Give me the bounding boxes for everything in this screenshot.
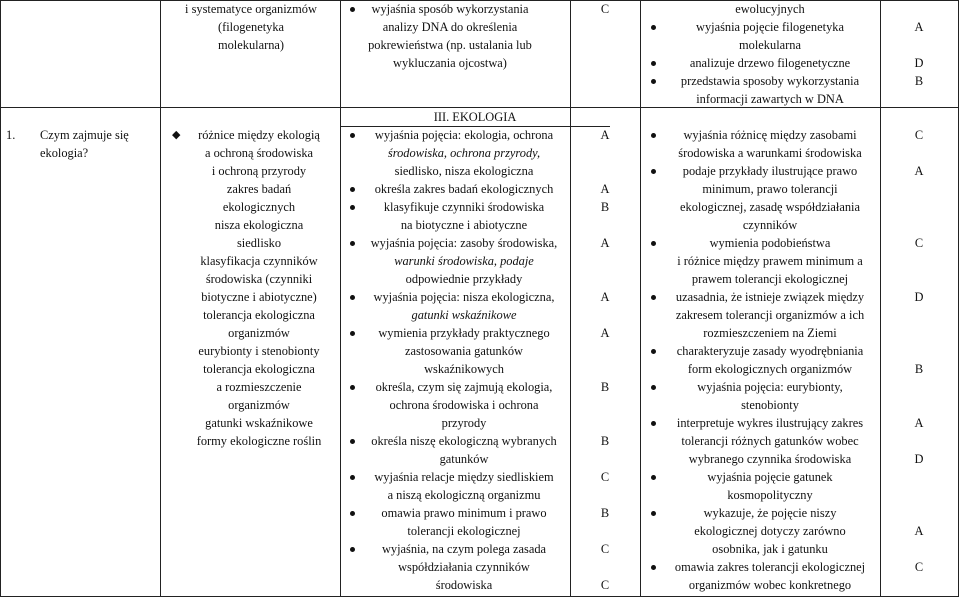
content-line: biotyczne i abiotyczne)	[201, 290, 317, 304]
content-line: i systematyce organizmów	[185, 2, 317, 16]
requirement-line: środowiska, ochrona przyrody,	[387, 146, 541, 160]
requirement-level: A	[914, 164, 924, 178]
bullet-icon	[350, 295, 355, 300]
requirement-level: C	[914, 560, 924, 574]
requirement-level: C	[600, 470, 610, 484]
extended-requirements	[662, 126, 878, 594]
content-line: środowiska (czynniki	[205, 272, 313, 286]
content-line: a ochroną środowiska	[204, 146, 314, 160]
content-list	[182, 126, 336, 450]
requirement-line: wyjaśnia relacje między siedliskiem	[374, 470, 554, 484]
bullet-icon	[350, 205, 355, 210]
requirement-level: B	[914, 362, 924, 376]
bullet-icon	[350, 439, 355, 444]
bullet-icon	[651, 385, 656, 390]
requirement-line: analizuje drzewo filogenetyczne	[689, 56, 851, 70]
requirement-line: siedlisko, nisza ekologiczna	[394, 164, 534, 178]
content-line: nisza ekologiczna	[214, 218, 304, 232]
requirement-level: A	[914, 416, 924, 430]
requirement-line: wyjaśnia pojęcie filogenetyka	[696, 20, 844, 34]
requirement-level: C	[600, 578, 610, 592]
requirement-line: wskaźnikowych	[424, 362, 504, 376]
requirement-line: tolerancji różnych gatunków wobec	[681, 434, 859, 448]
bullet-icon	[350, 331, 355, 336]
content-line: gatunki wskaźnikowe	[205, 416, 313, 430]
bullet-icon	[350, 511, 355, 516]
requirement-line: środowiska	[435, 578, 493, 592]
content-line: (filogenetyka	[217, 20, 285, 34]
content-line: eurybionty i stenobionty	[198, 344, 320, 358]
requirement-line: prawem tolerancji ekologicznej	[691, 272, 849, 286]
requirement-level: A	[914, 524, 924, 538]
requirement-level: A	[600, 290, 610, 304]
requirement-line: organizmów wobec konkretnego	[688, 578, 852, 592]
requirement-line: wyjaśnia, na czym polega zasada	[381, 542, 547, 556]
bullet-icon	[350, 385, 355, 390]
col-divider-5	[880, 0, 881, 597]
content-line: tolerancja ekologiczna	[203, 362, 315, 376]
requirement-line: wybranego czynnika środowiska	[688, 452, 852, 466]
bullet-icon	[651, 511, 656, 516]
extended-requirements-top	[662, 0, 878, 108]
section-header: III. EKOLOGIA	[433, 110, 517, 124]
bullet-icon	[651, 61, 656, 66]
content-line: molekularna)	[217, 38, 285, 52]
requirement-line: określa zakres badań ekologicznych	[374, 182, 554, 196]
requirement-line: zastosowania gatunków	[404, 344, 524, 358]
col-divider-2	[340, 0, 341, 597]
bullet-icon	[651, 79, 656, 84]
requirement-line: uzasadnia, że istnieje związek między	[675, 290, 865, 304]
content-top	[166, 0, 336, 54]
requirement-line: określa, czym się zajmują ekologia,	[375, 380, 553, 394]
table-left-border	[0, 0, 1, 597]
content-line: klasyfikacja czynników	[200, 254, 318, 268]
bullet-icon	[651, 169, 656, 174]
basic-requirements	[360, 126, 568, 594]
requirement-line: tolerancji ekologicznej	[407, 524, 521, 538]
content-bullet-icon: ◆	[172, 129, 181, 141]
content-line: formy ekologiczne roślin	[196, 434, 322, 448]
requirement-line: interpretuje wykres ilustrujący zakres	[676, 416, 864, 430]
bullet-icon	[651, 133, 656, 138]
col-divider-4	[640, 0, 641, 597]
requirement-level: B	[600, 380, 610, 394]
requirement-line: ekologicznej dotyczy zarówno	[694, 524, 846, 538]
bullet-icon	[350, 547, 355, 552]
requirement-line: zakresem tolerancji organizmów a ich	[675, 308, 865, 322]
requirement-line: charakteryzuje zasady wyodrębniania	[676, 344, 864, 358]
requirement-level: B	[600, 506, 610, 520]
requirement-line: podaje przykłady ilustrujące prawo	[682, 164, 858, 178]
requirement-line: informacji zawartych w DNA	[696, 92, 844, 106]
content-line: i ochroną przyrody	[211, 164, 307, 178]
requirement-level: B	[600, 200, 610, 214]
requirement-level: A	[600, 182, 610, 196]
requirement-line: wykazuje, że pojęcie niszy	[703, 506, 837, 520]
requirement-line: wyjaśnia pojęcia: ekologia, ochrona	[374, 128, 554, 142]
col-divider-1	[160, 0, 161, 597]
requirement-level: B	[600, 434, 610, 448]
bullet-icon	[651, 241, 656, 246]
requirement-line: środowiska a warunkami środowiska	[678, 146, 862, 160]
requirement-level: D	[914, 56, 924, 70]
requirement-line: minimum, prawo tolerancji	[702, 182, 838, 196]
requirement-line: omawia zakres tolerancji ekologicznej	[674, 560, 866, 574]
requirement-line: przyrody	[441, 416, 487, 430]
topic-number: 1.	[6, 128, 16, 142]
bullet-icon	[651, 349, 656, 354]
requirement-line: warunki środowiska, podaje	[394, 254, 534, 268]
requirement-line: kosmopolityczny	[727, 488, 813, 502]
requirement-line: wymienia przykłady praktycznego	[378, 326, 550, 340]
basic-requirements-top	[360, 0, 540, 72]
requirement-line: wymienia podobieństwa	[709, 236, 831, 250]
requirement-level: C	[600, 542, 610, 556]
bullet-icon	[350, 187, 355, 192]
requirement-line: gatunki wskaźnikowe	[411, 308, 517, 322]
requirement-line: i różnice między prawem minimum a	[677, 254, 863, 268]
requirement-line: wyjaśnia różnicę między zasobami	[683, 128, 857, 142]
bullet-icon	[350, 7, 355, 12]
requirement-line: ochrona środowiska i ochrona	[389, 398, 539, 412]
requirement-line: omawia prawo minimum i prawo	[381, 506, 547, 520]
requirement-line: ekologicznej, zasadę współdziałania	[680, 200, 860, 214]
requirement-line: form ekologicznych organizmów	[687, 362, 853, 376]
bullet-icon	[651, 475, 656, 480]
requirement-line: wyjaśnia pojęcia: nisza ekologiczna,	[373, 290, 555, 304]
requirement-level: A	[600, 128, 610, 142]
requirement-level: D	[914, 290, 924, 304]
requirement-line: analizy DNA do określenia	[382, 20, 518, 34]
content-line: organizmów	[228, 398, 290, 412]
content-line: a rozmieszczenie	[216, 380, 302, 394]
requirement-line: stenobionty	[741, 398, 799, 412]
bullet-icon	[350, 241, 355, 246]
requirement-line: a niszą ekologiczną organizmu	[387, 488, 541, 502]
requirement-level: A	[600, 236, 610, 250]
requirement-line: ewolucyjnych	[735, 2, 805, 16]
topic-title	[40, 126, 129, 162]
content-line: siedlisko	[236, 236, 282, 250]
requirement-level: A	[914, 20, 924, 34]
content-line: organizmów	[228, 326, 290, 340]
bullet-icon	[651, 421, 656, 426]
topic-title-line: ekologia?	[40, 146, 89, 160]
bullet-icon	[651, 565, 656, 570]
requirement-line: wyjaśnia pojęcia: zasoby środowiska,	[370, 236, 558, 250]
requirement-line: wyjaśnia pojęcie gatunek	[707, 470, 833, 484]
requirement-line: czynników	[742, 218, 798, 232]
requirement-level: C	[914, 128, 924, 142]
requirement-level: D	[914, 452, 924, 466]
col-divider-3	[570, 0, 571, 597]
requirement-level: A	[600, 326, 610, 340]
content-line: różnice między ekologią	[198, 128, 320, 142]
requirement-line: osobnika, jak i gatunku	[712, 542, 828, 556]
requirement-line: rozmieszczeniem na Ziemi	[703, 326, 837, 340]
requirement-level: C	[914, 236, 924, 250]
bullet-icon	[651, 25, 656, 30]
requirement-line: pokrewieństwa (np. ustalania lub	[368, 38, 532, 52]
bullet-icon	[350, 475, 355, 480]
content-line: tolerancja ekologiczna	[203, 308, 315, 322]
requirement-line: klasyfikuje czynniki środowiska	[383, 200, 545, 214]
requirement-line: wyjaśnia sposób wykorzystania	[371, 2, 529, 16]
requirement-line: na biotyczne i abiotyczne	[400, 218, 528, 232]
requirement-line: przedstawia sposoby wykorzystania	[680, 74, 860, 88]
requirement-level: C	[600, 2, 610, 16]
requirement-line: gatunków	[439, 452, 489, 466]
content-line: zakres badań	[226, 182, 292, 196]
bullet-icon	[651, 295, 656, 300]
requirement-line: wyjaśnia pojęcia: eurybionty,	[697, 380, 843, 394]
requirement-line: odpowiednie przykłady	[405, 272, 523, 286]
requirement-level: B	[914, 74, 924, 88]
requirement-line: wykluczania ojcostwa)	[393, 56, 507, 70]
content-line: ekologicznych	[222, 200, 296, 214]
requirement-line: molekularna	[739, 38, 801, 52]
requirement-line: określa niszę ekologiczną wybranych	[371, 434, 557, 448]
requirement-line: współdziałania czynników	[398, 560, 530, 574]
topic-title-line: Czym zajmuje się	[40, 128, 129, 142]
bullet-icon	[350, 133, 355, 138]
